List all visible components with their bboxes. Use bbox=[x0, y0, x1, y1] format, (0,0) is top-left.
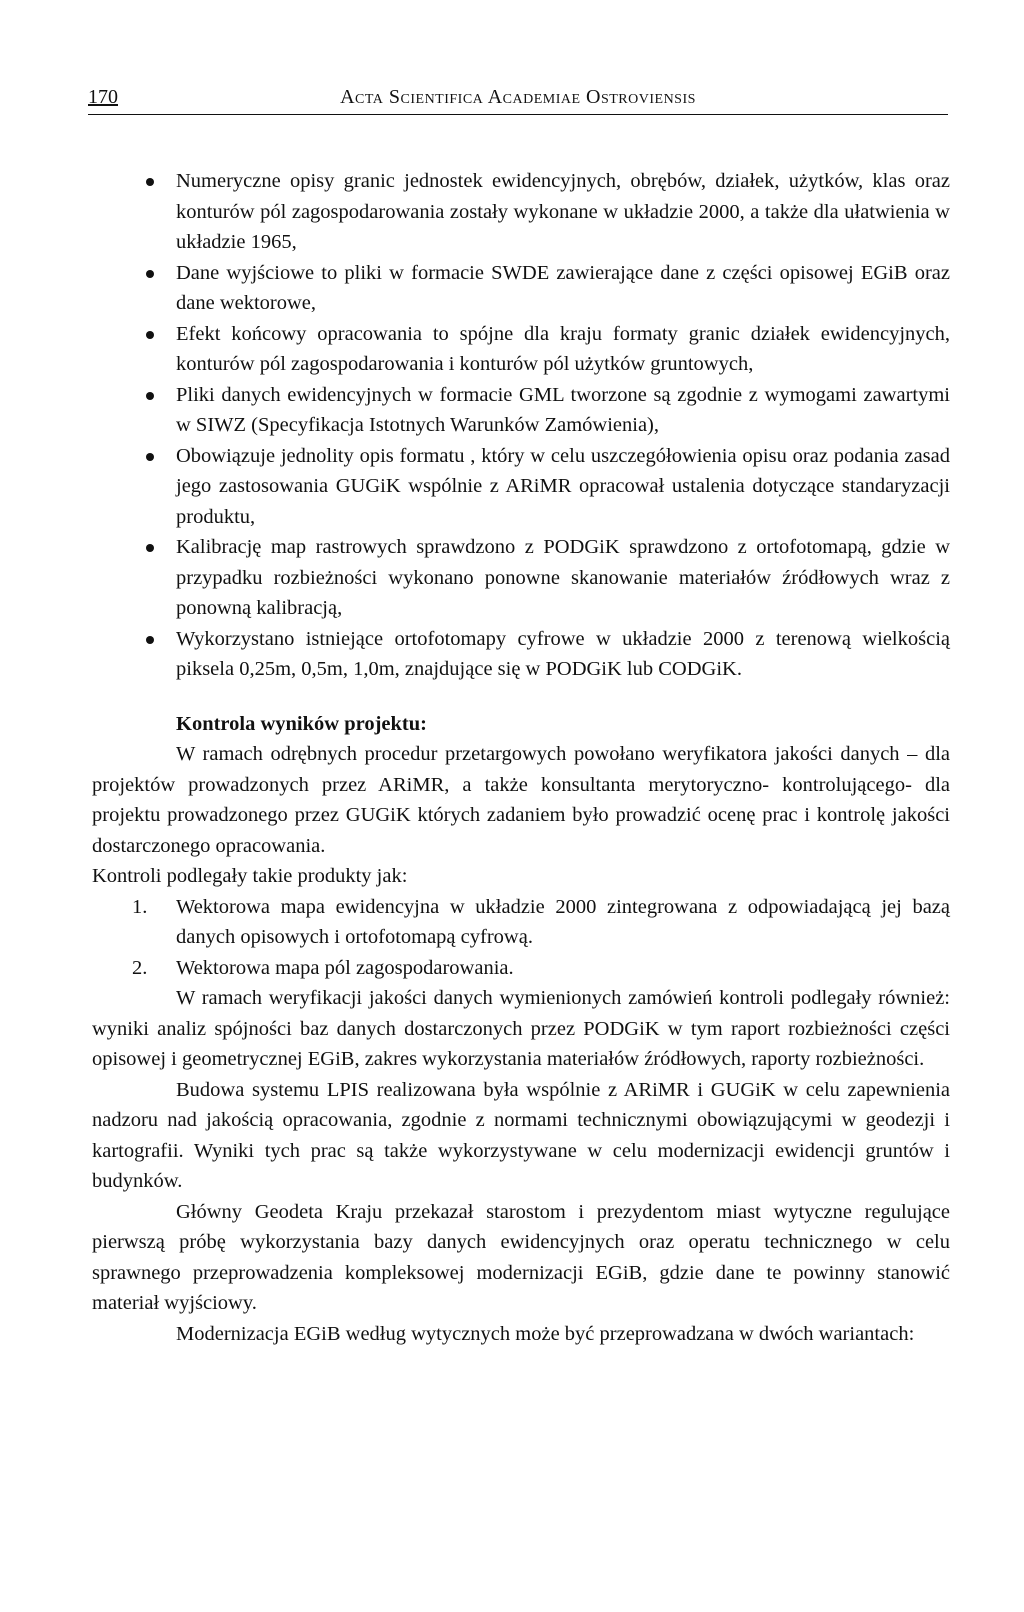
bullet-dot-icon bbox=[146, 636, 154, 644]
products-intro: Kontroli podlegały takie produkty jak: bbox=[92, 865, 408, 887]
numbered-item: 1. Wektorowa mapa ewidencyjna w układzie 2000 zintegrowana z odpowiadającą jej bazą danych opisowych i ortofotomapą cyfrową. bbox=[92, 892, 950, 953]
page-content bbox=[92, 166, 950, 1349]
item-number: 1. bbox=[132, 895, 148, 918]
bullet-item: Kalibrację map rastrowych sprawdzono z PODGiK sprawdzono z ortofotomapą, gdzie w przypadku rozbieżności wykonano ponowne skanowanie materiałów źródłowych wraz z ponowną kalibracją, bbox=[92, 532, 950, 624]
bullet-dot-icon bbox=[146, 331, 154, 339]
journal-title: Acta Scientifica Academiae Ostroviensis bbox=[340, 86, 696, 108]
body-paragraph: Modernizacja EGiB według wytycznych może być przeprowadzana w dwóch wariantach: bbox=[176, 1322, 915, 1345]
bullet-item: Obowiązuje jednolity opis formatu , który w celu uszczegółowienia opisu oraz podania zasad jego zastosowania GUGiK wspólnie z ARiMR opracował ustalenia dotyczące standaryzacji produktu, bbox=[92, 441, 950, 533]
bullet-dot-icon bbox=[146, 544, 154, 552]
bullet-item: Wykorzystano istniejące ortofotomapy cyfrowe w układzie 2000 z terenową wielkością piksela 0,25m, 0,5m, 1,0m, znajdujące się w PODGiK lub CODGiK. bbox=[92, 624, 950, 685]
bullet-dot-icon bbox=[146, 178, 154, 186]
numbered-list bbox=[92, 892, 950, 984]
numbered-item: 2. Wektorowa mapa pól zagospodarowania. bbox=[92, 953, 950, 984]
body-paragraph: Główny Geodeta Kraju przekazał starostom i prezydentom miast wytyczne regulujące pierwszą próbę wykorzystania bazy danych ewidencyjnych oraz operatu technicznego w celu sprawnego przeprowadzenia kompleksowej modernizacji EGiB, gdzie dane te powinny stanowić materiał wyjściowy. bbox=[92, 1200, 950, 1314]
page-number: 170 bbox=[88, 86, 118, 108]
bullet-list bbox=[92, 166, 950, 685]
bullet-item: Pliki danych ewidencyjnych w formacie GML tworzone są zgodnie z wymogami zawartymi w SIWZ (Specyfikacja Istotnych Warunków Zamówienia), bbox=[92, 380, 950, 441]
section-heading: Kontrola wyników projektu: bbox=[176, 712, 427, 735]
body-paragraph: Budowa systemu LPIS realizowana była wspólnie z ARiMR i GUGiK w celu zapewnienia nadzoru nad jakością opracowania, zgodnie z normami technicznymi obowiązującymi w geodezji i kartografii. Wyniki tych prac są także wykorzystywane w celu modernizacji ewidencji gruntów i budynków. bbox=[92, 1078, 950, 1192]
item-number: 2. bbox=[132, 956, 148, 979]
bullet-item: Dane wyjściowe to pliki w formacie SWDE zawierające dane z części opisowej EGiB oraz dane wektorowe, bbox=[92, 258, 950, 319]
bullet-dot-icon bbox=[146, 270, 154, 278]
page-header bbox=[88, 80, 948, 115]
bullet-dot-icon bbox=[146, 392, 154, 400]
bullet-dot-icon bbox=[146, 453, 154, 461]
bullet-item: Efekt końcowy opracowania to spójne dla kraju formaty granic działek ewidencyjnych, konturów pól zagospodarowania i konturów pól użytków gruntowych, bbox=[92, 319, 950, 380]
bullet-item: Numeryczne opisy granic jednostek ewidencyjnych, obrębów, działek, użytków, klas oraz konturów pól zagospodarowania zostały wykonane w układzie 2000, a także dla ułatwienia w układzie 1965, bbox=[92, 166, 950, 258]
section-intro-paragraph: W ramach odrębnych procedur przetargowych powołano weryfikatora jakości danych – dla projektów prowadzonych przez ARiMR, a także konsultanta merytoryczno- kontrolującego- dla projektu prowadzonego przez GUGiK których zadaniem było prowadzić ocenę prac i kontrolę jakości dostarczonego opracowania. bbox=[92, 743, 950, 857]
body-paragraph: W ramach weryfikacji jakości danych wymienionych zamówień kontroli podlegały również: wyniki analiz spójności baz danych dostarczonych przez PODGiK w tym raport rozbieżności części opisowej i geometrycznej EGiB, zakres wykorzystania materiałów źródłowych, raporty rozbieżności. bbox=[92, 987, 950, 1070]
